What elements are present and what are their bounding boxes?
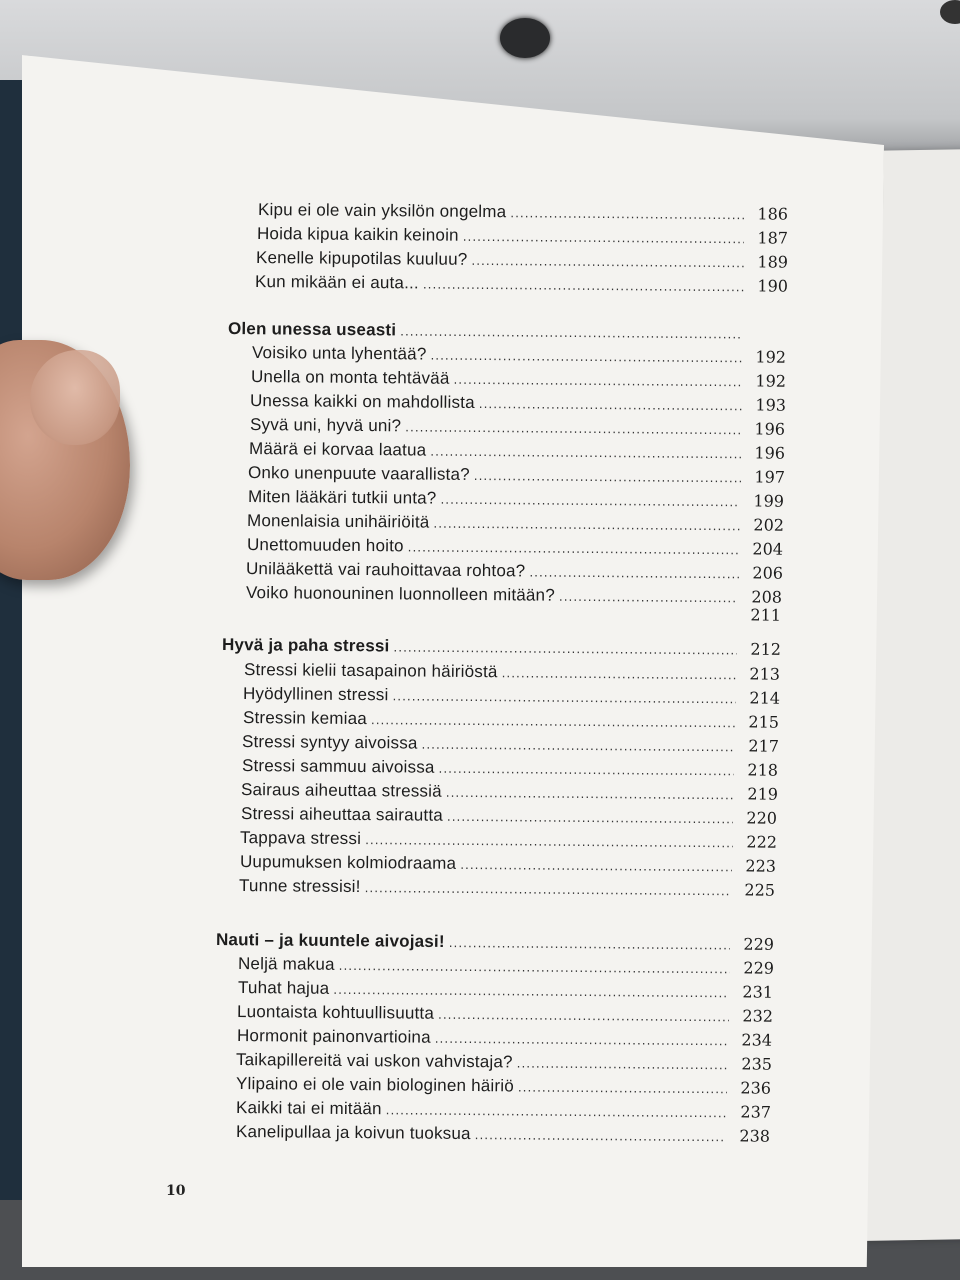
toc-title: Unella on monta tehtävää (250, 367, 450, 388)
toc-page: 214 (749, 688, 781, 708)
toc-title: Unilääkettä vai rauhoittavaa rohtoa? (245, 559, 526, 581)
toc-title: Taikapillereitä vai uskon vahvistaja? (235, 1050, 513, 1072)
toc-title: Uupumuksen kolmiodraama (239, 852, 457, 873)
toc-heading-title: Olen unessa useasti (227, 319, 397, 340)
toc-title: Neljä makua (237, 954, 335, 974)
toc-page: 229 (743, 934, 775, 954)
toc-title: Hormonit painonvartioina (236, 1026, 431, 1047)
toc-page: 225 (744, 880, 776, 900)
toc-title: Onko unenpuute vaarallista? (247, 463, 470, 484)
toc-page: 196 (754, 443, 786, 463)
toc-page: 202 (753, 515, 785, 535)
toc-page: 229 (743, 958, 775, 978)
toc-page: 190 (757, 276, 789, 296)
toc-title: Unettomuuden hoito (246, 535, 404, 556)
toc-title: Syvä uni, hyvä uni? (249, 415, 402, 436)
toc-page: 234 (741, 1030, 773, 1050)
toc-title: Unessa kaikki on mahdollista (249, 391, 475, 412)
toc-title: Kanelipullaa ja koivun tuoksua (235, 1122, 471, 1144)
toc-page: 232 (742, 1006, 774, 1026)
toc-page: 222 (746, 832, 778, 852)
toc-page: 192 (755, 371, 787, 391)
toc-page: 204 (752, 539, 784, 559)
toc-page: 211 (750, 605, 782, 625)
toc-title: Kenelle kipupotilas kuuluu? (255, 248, 468, 269)
toc-page: 215 (748, 712, 780, 732)
toc-title: Ylipaino ei ole vain biologinen häiriö (235, 1074, 514, 1096)
toc-page: 219 (747, 784, 779, 804)
toc-page: 220 (746, 808, 778, 828)
toc-title: Stressi sammuu aivoissa (241, 756, 435, 777)
toc-title: Miten lääkäri tutkii unta? (247, 487, 437, 508)
toc-leader (475, 1123, 726, 1149)
toc-line (239, 874, 775, 903)
toc-page: 223 (745, 856, 777, 876)
toc-page: 186 (757, 204, 789, 224)
toc-page: 197 (754, 467, 786, 487)
toc-title: Hyödyllinen stressi (242, 684, 389, 705)
page-number: 10 (166, 1183, 186, 1199)
thumbnail (30, 350, 120, 445)
toc-title: Tunne stressisi! (238, 876, 361, 897)
toc-page: 212 (750, 639, 782, 659)
toc-leader (423, 272, 744, 299)
toc-line (245, 599, 781, 628)
toc-title: Stressin kemiaa (242, 708, 368, 729)
toc-leader (518, 1075, 727, 1101)
toc-leader (510, 201, 744, 227)
toc-page: 238 (739, 1126, 771, 1146)
toc-page: 187 (757, 228, 789, 248)
toc-heading (222, 633, 781, 662)
toc-page: 231 (742, 982, 774, 1002)
toc-title: Kipu ei ole vain yksilön ongelma (257, 200, 507, 222)
toc-page: 189 (757, 252, 789, 272)
toc-title: Stressi kielii tasapainon häiriöstä (243, 660, 498, 682)
toc-page: 206 (752, 563, 784, 583)
toc-title: Luontaista kohtuullisuutta (236, 1002, 435, 1023)
toc-page: 213 (749, 664, 781, 684)
toc-title: Määrä ei korvaa laatua (248, 439, 427, 460)
toc-page: 236 (740, 1078, 772, 1098)
toc-page: 193 (755, 395, 787, 415)
toc-leader (393, 635, 737, 662)
toc-heading-title: Nauti – ja kuuntele aivojasi! (215, 930, 445, 951)
toc-leader (517, 1051, 728, 1077)
toc-title: Tuhat hajua (237, 978, 330, 998)
toc-title: Tappava stressi (239, 828, 362, 849)
toc-title: Voiko huonouninen luonnolleen mitään? (245, 583, 556, 605)
toc-title: Stressi aiheuttaa sairautta (240, 804, 444, 825)
toc-title: Stressi syntyy aivoissa (241, 732, 418, 753)
toc-page: 196 (754, 419, 786, 439)
toc-title: Voisiko unta lyhentää? (251, 343, 427, 364)
toc-heading-title: Hyvä ja paha stressi (221, 635, 390, 656)
toc-line (255, 270, 788, 299)
toc-line (236, 1120, 770, 1149)
toc-title: Sairaus aiheuttaa stressiä (240, 780, 442, 801)
toc-leader (365, 876, 732, 903)
toc-title: Kaikki tai ei mitään (235, 1098, 382, 1119)
toc-leader (529, 560, 739, 586)
toc-leader (502, 661, 737, 687)
toc-page: 237 (740, 1102, 772, 1122)
toc-page: 192 (755, 347, 787, 367)
toc-title: Kun mikään ei auta... (254, 272, 420, 293)
toc-page: 218 (747, 760, 779, 780)
toc-page: 199 (753, 491, 785, 511)
toc-page: 217 (748, 736, 780, 756)
toc-page: 208 (751, 587, 783, 607)
toc-page: 235 (741, 1054, 773, 1074)
toc-title: Monenlaisia unihäiriöitä (246, 511, 430, 532)
toc-title: Hoida kipua kaikin keinoin (256, 224, 459, 245)
